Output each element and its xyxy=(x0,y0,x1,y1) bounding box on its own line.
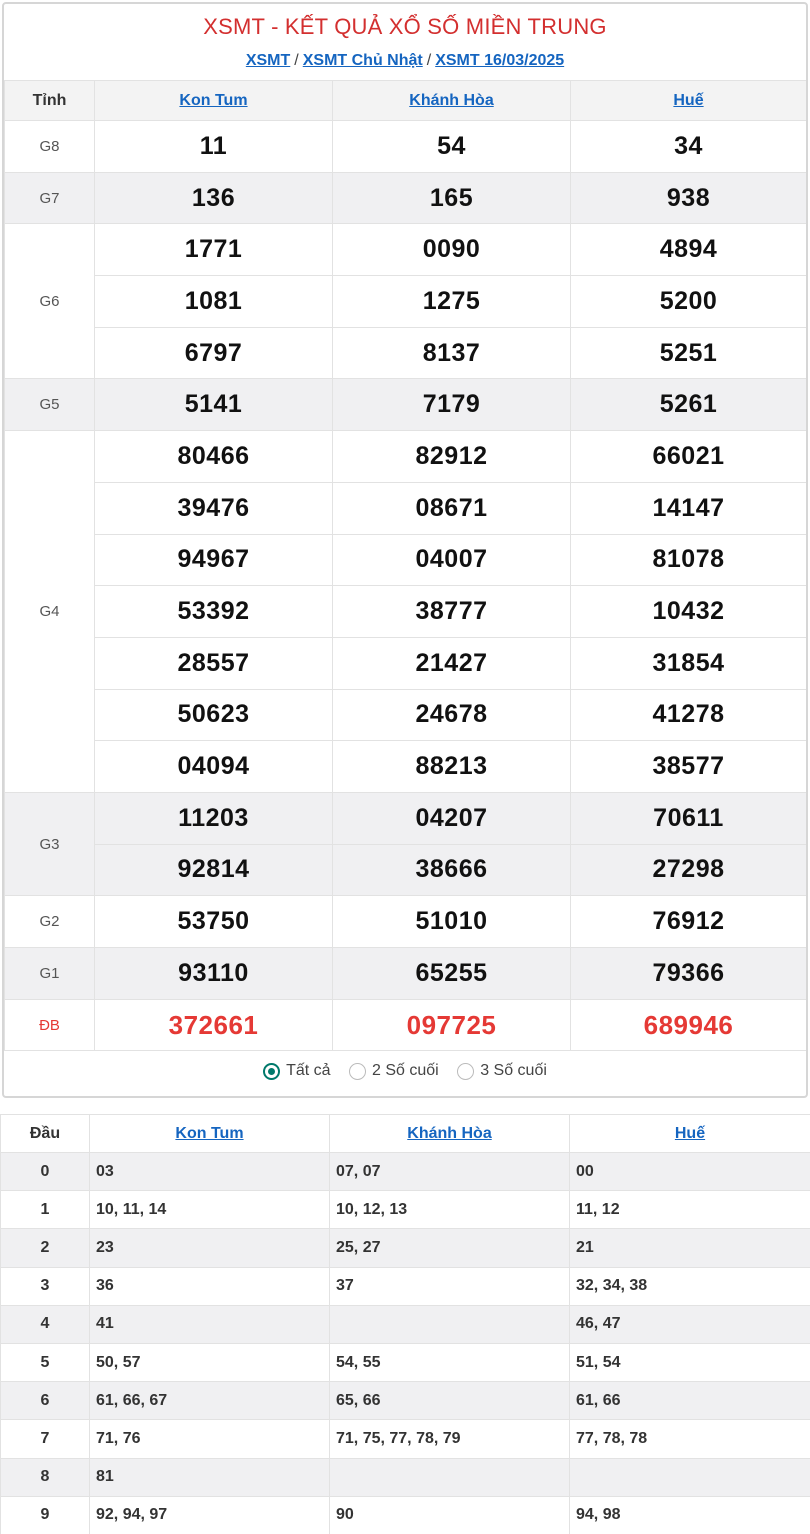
tail-numbers: 50, 57 xyxy=(90,1343,330,1381)
tail-numbers: 37 xyxy=(330,1267,570,1305)
prize-label: G4 xyxy=(5,431,95,793)
prize-number: 82912 xyxy=(333,431,571,483)
radio-unchecked-icon[interactable] xyxy=(349,1063,366,1080)
province-link-kon-tum[interactable]: Kon Tum xyxy=(179,91,248,109)
tail-numbers: 46, 47 xyxy=(570,1305,810,1343)
prize-number: 08671 xyxy=(333,482,571,534)
prize-number: 04207 xyxy=(333,792,571,844)
filter-option-label: 3 Số cuối xyxy=(480,1062,547,1079)
column-header-province xyxy=(570,1115,810,1153)
prize-number: 80466 xyxy=(95,431,333,483)
column-header-province xyxy=(90,1115,330,1153)
prize-number: 11203 xyxy=(95,792,333,844)
province-link-khanh-hoa[interactable]: Khánh Hòa xyxy=(409,91,494,109)
prize-number: 11 xyxy=(95,121,333,173)
tail-numbers: 25, 27 xyxy=(330,1229,570,1267)
prize-number: 1771 xyxy=(95,224,333,276)
tail-numbers: 10, 12, 13 xyxy=(330,1191,570,1229)
tail-numbers: 77, 78, 78 xyxy=(570,1420,810,1458)
head-digit: 7 xyxy=(1,1420,90,1458)
prize-number: 6797 xyxy=(95,327,333,379)
prize-number: 93110 xyxy=(95,948,333,1000)
column-header-province xyxy=(333,81,571,121)
prize-number: 27298 xyxy=(571,844,807,896)
tail-numbers: 54, 55 xyxy=(330,1343,570,1381)
tail-numbers: 71, 75, 77, 78, 79 xyxy=(330,1420,570,1458)
breadcrumb-separator: / xyxy=(426,52,432,69)
prize-number: 54 xyxy=(333,121,571,173)
tail-numbers: 36 xyxy=(90,1267,330,1305)
tail-numbers: 00 xyxy=(570,1153,810,1191)
tail-numbers: 71, 76 xyxy=(90,1420,330,1458)
prize-number: 81078 xyxy=(571,534,807,586)
prize-row xyxy=(5,844,807,896)
prize-number: 38666 xyxy=(333,844,571,896)
table-row xyxy=(1,1153,810,1191)
table-row xyxy=(1,1496,810,1534)
prize-number: 1081 xyxy=(95,276,333,328)
filter-option-all[interactable] xyxy=(263,1062,330,1080)
table-row xyxy=(1,1420,810,1458)
province-link-kon-tum[interactable]: Kon Tum xyxy=(175,1124,244,1142)
prize-row xyxy=(5,792,807,844)
prize-number: 51010 xyxy=(333,896,571,948)
prize-number: 24678 xyxy=(333,689,571,741)
breadcrumb xyxy=(4,52,806,70)
prize-number: 53392 xyxy=(95,586,333,638)
prize-row xyxy=(5,896,807,948)
prize-number: 5251 xyxy=(571,327,807,379)
head-digit: 2 xyxy=(1,1229,90,1267)
table-row xyxy=(1,1305,810,1343)
table-row xyxy=(1,1382,810,1420)
table-row xyxy=(1,1343,810,1381)
column-header-tinh: Tỉnh xyxy=(5,81,95,121)
prize-row xyxy=(5,689,807,741)
prize-number: 88213 xyxy=(333,741,571,793)
prize-number: 165 xyxy=(333,172,571,224)
table-row xyxy=(1,1229,810,1267)
prize-number: 28557 xyxy=(95,637,333,689)
province-link-hue[interactable]: Huế xyxy=(674,1124,706,1142)
filter-option-label: Tất cả xyxy=(286,1062,331,1079)
tail-numbers xyxy=(330,1458,570,1496)
prize-number: 5261 xyxy=(571,379,807,431)
tail-numbers: 65, 66 xyxy=(330,1382,570,1420)
prize-number: 92814 xyxy=(95,844,333,896)
filter-option-label: 2 Số cuối xyxy=(372,1062,439,1079)
prize-label: G1 xyxy=(5,948,95,1000)
column-header-province xyxy=(571,81,807,121)
prize-row xyxy=(5,224,807,276)
prize-row xyxy=(5,999,807,1051)
page-title: XSMT - KẾT QUẢ XỔ SỐ MIỀN TRUNG xyxy=(203,14,607,39)
column-header-province xyxy=(330,1115,570,1153)
head-digit: 0 xyxy=(1,1153,90,1191)
results-panel xyxy=(2,2,808,1098)
tail-numbers: 23 xyxy=(90,1229,330,1267)
prize-number: 1275 xyxy=(333,276,571,328)
province-link-khanh-hoa[interactable]: Khánh Hòa xyxy=(407,1124,492,1142)
table-row xyxy=(1,1267,810,1305)
breadcrumb-xsmt[interactable]: XSMT xyxy=(245,52,291,69)
prize-number: 5141 xyxy=(95,379,333,431)
special-prize-number: 689946 xyxy=(571,999,807,1051)
prize-number: 10432 xyxy=(571,586,807,638)
prize-label: G2 xyxy=(5,896,95,948)
prize-number: 31854 xyxy=(571,637,807,689)
breadcrumb-separator: / xyxy=(294,52,299,69)
head-digit: 3 xyxy=(1,1267,90,1305)
prize-label: G5 xyxy=(5,379,95,431)
prize-row xyxy=(5,482,807,534)
head-digit: 9 xyxy=(1,1496,90,1534)
special-prize-number: 372661 xyxy=(95,999,333,1051)
tail-numbers: 21 xyxy=(570,1229,810,1267)
prize-number: 38777 xyxy=(333,586,571,638)
prize-label: G3 xyxy=(5,792,95,895)
table-row xyxy=(1,1458,810,1496)
tail-numbers: 61, 66, 67 xyxy=(90,1382,330,1420)
prize-label: G8 xyxy=(5,121,95,173)
prize-number: 50623 xyxy=(95,689,333,741)
tail-numbers xyxy=(570,1458,810,1496)
prize-number: 70611 xyxy=(571,792,807,844)
tail-numbers: 03 xyxy=(90,1153,330,1191)
prize-number: 76912 xyxy=(571,896,807,948)
tail-numbers: 11, 12 xyxy=(570,1191,810,1229)
tail-numbers: 94, 98 xyxy=(570,1496,810,1534)
head-digit-table xyxy=(0,1114,810,1534)
column-header-province xyxy=(95,81,333,121)
digit-filter xyxy=(4,1062,806,1085)
prize-number: 04007 xyxy=(333,534,571,586)
tail-numbers: 32, 34, 38 xyxy=(570,1267,810,1305)
tail-numbers: 10, 11, 14 xyxy=(90,1191,330,1229)
prize-number: 41278 xyxy=(571,689,807,741)
prize-number: 34 xyxy=(571,121,807,173)
prize-number: 94967 xyxy=(95,534,333,586)
head-digit: 1 xyxy=(1,1191,90,1229)
province-link-hue[interactable]: Huế xyxy=(673,91,704,109)
prize-number: 136 xyxy=(95,172,333,224)
prize-number: 39476 xyxy=(95,482,333,534)
breadcrumb-xsmt-date[interactable]: XSMT 16/03/2025 xyxy=(435,52,565,69)
prize-row xyxy=(5,741,807,793)
filter-option-last-2[interactable] xyxy=(349,1062,439,1080)
prize-label: G7 xyxy=(5,172,95,224)
tail-numbers: 41 xyxy=(90,1305,330,1343)
prize-number: 7179 xyxy=(333,379,571,431)
tail-numbers: 07, 07 xyxy=(330,1153,570,1191)
prize-number: 38577 xyxy=(571,741,807,793)
tail-numbers xyxy=(330,1305,570,1343)
prize-number: 65255 xyxy=(333,948,571,1000)
prize-row xyxy=(5,586,807,638)
prize-row xyxy=(5,431,807,483)
prize-number: 5200 xyxy=(571,276,807,328)
head-digit: 4 xyxy=(1,1305,90,1343)
prize-number: 4894 xyxy=(571,224,807,276)
prize-number: 8137 xyxy=(333,327,571,379)
head-digit: 6 xyxy=(1,1382,90,1420)
prize-label: ĐB xyxy=(5,999,95,1051)
prize-number: 0090 xyxy=(333,224,571,276)
head-digit: 5 xyxy=(1,1343,90,1381)
prize-row xyxy=(5,637,807,689)
filter-option-last-3[interactable] xyxy=(457,1062,547,1080)
prize-row xyxy=(5,327,807,379)
special-prize-number: 097725 xyxy=(333,999,571,1051)
prize-number: 14147 xyxy=(571,482,807,534)
prize-row xyxy=(5,121,807,173)
radio-unchecked-icon[interactable] xyxy=(457,1063,474,1080)
column-header-dau: Đầu xyxy=(1,1115,90,1153)
table-row xyxy=(1,1191,810,1229)
tail-numbers: 92, 94, 97 xyxy=(90,1496,330,1534)
tail-numbers: 51, 54 xyxy=(570,1343,810,1381)
tail-numbers: 61, 66 xyxy=(570,1382,810,1420)
prize-number: 21427 xyxy=(333,637,571,689)
prize-row xyxy=(5,534,807,586)
head-digit: 8 xyxy=(1,1458,90,1496)
prize-row xyxy=(5,379,807,431)
tail-numbers: 81 xyxy=(90,1458,330,1496)
prize-row xyxy=(5,172,807,224)
tail-numbers: 90 xyxy=(330,1496,570,1534)
prize-number: 938 xyxy=(571,172,807,224)
results-table xyxy=(4,80,807,1051)
prize-number: 53750 xyxy=(95,896,333,948)
prize-row xyxy=(5,948,807,1000)
radio-checked-icon[interactable] xyxy=(263,1063,280,1080)
prize-row xyxy=(5,276,807,328)
prize-number: 79366 xyxy=(571,948,807,1000)
prize-number: 04094 xyxy=(95,741,333,793)
prize-number: 66021 xyxy=(571,431,807,483)
breadcrumb-xsmt-chu-nhat[interactable]: XSMT Chủ Nhật xyxy=(302,52,423,69)
prize-label: G6 xyxy=(5,224,95,379)
